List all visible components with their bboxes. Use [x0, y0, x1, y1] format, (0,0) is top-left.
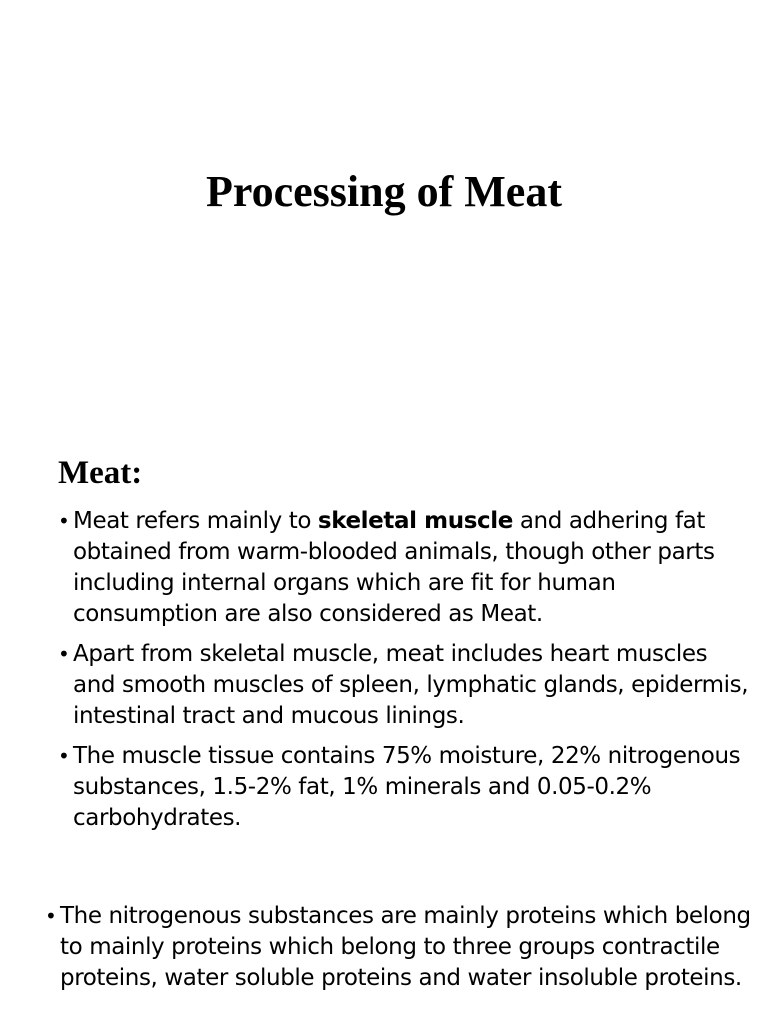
bullet-text: The nitrogenous substances are mainly proteins which belong to mainly proteins which belong to three groups contractile proteins, water soluble proteins and water insoluble proteins.: [60, 903, 751, 991]
bullet-dot-icon: •: [45, 904, 57, 928]
bullet-dot-icon: •: [58, 642, 70, 666]
bullet-bold-text: skeletal muscle: [317, 508, 513, 534]
bullet-dot-icon: •: [58, 509, 70, 533]
page-title: Processing of Meat: [206, 167, 562, 216]
bullet-item: [58, 741, 753, 834]
bullet-dot-icon: •: [58, 744, 70, 768]
section-heading: Meat:: [58, 455, 143, 491]
bullet-item: [58, 506, 753, 630]
bullet-item: [45, 901, 760, 994]
bullet-text: Apart from skeletal muscle, meat includes heart muscles and smooth muscles of spleen, lymphatic glands, epidermis, intestinal tract and mucous linings.: [73, 641, 749, 729]
bullet-text: The muscle tissue contains 75% moisture, 22% nitrogenous substances, 1.5-2% fat, 1% minerals and 0.05-0.2% carbohydrates.: [73, 743, 741, 831]
bullet-text: and adhering fat obtained from warm-blooded animals, though other parts including internal organs which are fit for human consumption are also considered as Meat.: [73, 508, 715, 627]
bullet-text: Meat refers mainly to: [73, 508, 318, 534]
bullet-item: [58, 639, 753, 732]
